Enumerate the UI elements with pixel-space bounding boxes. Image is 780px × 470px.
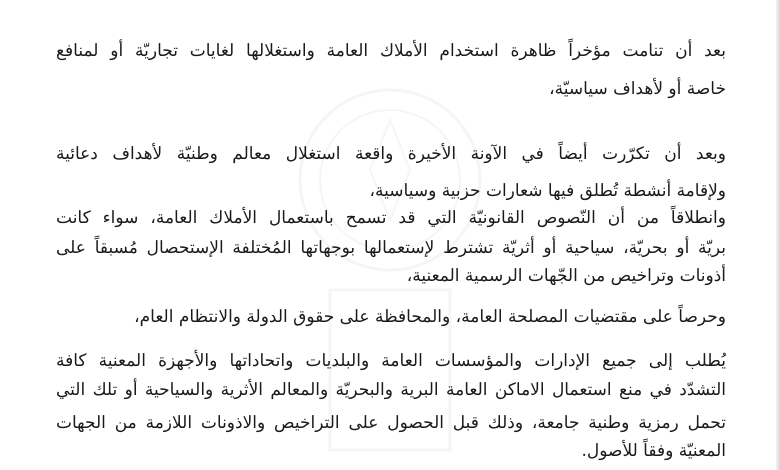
page-edge-shadow: [776, 0, 780, 470]
paragraph-5-line-3: تحمل رمزية وطنية جامعة، وذلك قبل الحصول على التراخيص والاذونات اللازمة من الجهات: [56, 413, 726, 433]
paragraph-2-line-2: ولإقامة أنشطة تُطلق فيها شعارات حزبية وسياسية،: [369, 181, 726, 201]
paragraph-3-line-3: أذونات وتراخيص من الجّهات الرسمية المعنية،: [406, 266, 726, 286]
paragraph-1-line-1: بعد أن تنامت مؤخراً ظاهرة استخدام الأملاك العامة واستغلالها لغايات تجاريّة أو لمنافع: [56, 41, 726, 61]
paragraph-5-line-4: المعنيّة وفقاً للأصول.: [581, 441, 726, 461]
paragraph-4-line-1: وحرصاً على مقتضيات المصلحة العامة، والمحافظة على حقوق الدولة والانتظام العام،: [134, 307, 726, 327]
paragraph-5-line-2: التشدّد في منع استعمال الاماكن العامة البرية والبحريّة والمعالم الأثرية والسياحية أو تلك التي: [56, 380, 726, 400]
paragraph-3-line-2: بريّة أو بحريّة، سياحية أو أثريّة تشترط لإستعمالها بوجهاتها المُختلفة الإستحصال مُسبقاً على: [56, 238, 726, 258]
paragraph-1-line-2: خاصة أو لأهداف سياسيّة،: [549, 79, 726, 99]
paragraph-5-line-1: يُطلب إلى جميع الإدارات والمؤسسات العامة والبلديات واتحاداتها والأجهزة المعنية كافة: [56, 351, 726, 371]
paragraph-2-line-1: وبعد أن تكرّرت أيضاً في الآونة الأخيرة واقعة استغلال معالم وطنيّة لأهداف دعائية: [56, 144, 726, 164]
paragraph-3-line-1: وانطلاقاً من أن النّصوص القانونيّة التي قد تسمح باستعمال الأملاك العامة، سواء كانت: [56, 208, 726, 228]
